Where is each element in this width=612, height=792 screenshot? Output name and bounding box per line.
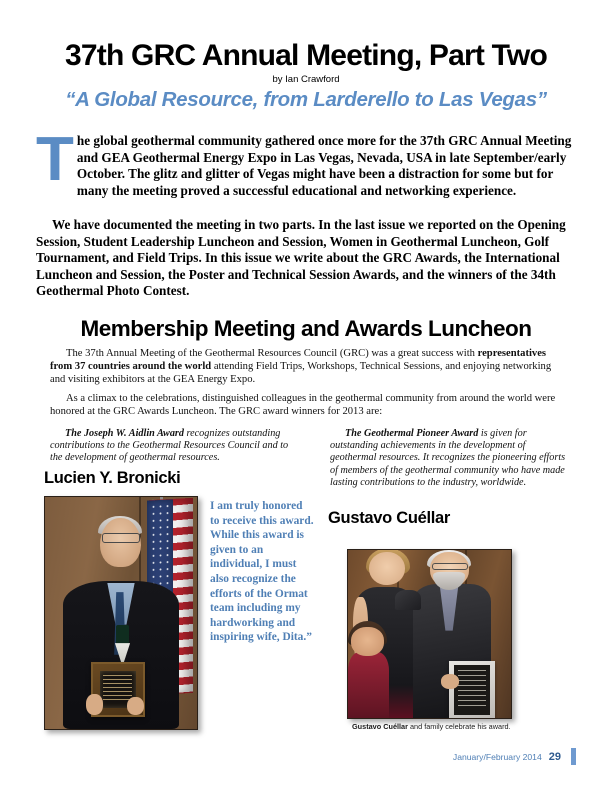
pull-quote-bronicki: I am truly honored to receive this award. While this award is given to an individual, I must also recognize the efforts of the Ormat team including my hardworking and inspiring wife, Dita.” [210, 500, 314, 644]
page-footer [453, 748, 576, 765]
footer-accent-bar [571, 748, 576, 765]
section-paragraph-1-bold: representatives from 37 countries around the world [50, 348, 547, 373]
aidlin-award-name: The Joseph W. Aidlin Award [65, 428, 184, 439]
section-paragraph-1-part2: attending Field Trips, Workshops, Technical Sessions, and enjoying networking and visiting exhibitors at the GEA Energy Expo. [50, 361, 552, 386]
section-heading: Membership Meeting and Awards Luncheon [80, 316, 532, 341]
section-paragraph-2: As a climax to the celebrations, distinguished colleagues in the geothermal community from around the world were honored at the GRC Awards Luncheon. The GRC award winners for 2013 are: [50, 393, 556, 418]
pioneer-award-name: The Geothermal Pioneer Award [345, 428, 479, 439]
photo-caption-cuellar [352, 722, 582, 731]
intro-paragraph [36, 125, 576, 199]
photo-lucien-bronicki [44, 496, 198, 730]
section-paragraph-1-part1: The 37th Annual Meeting of the Geothermal Resources Council (GRC) was a great success with [66, 348, 478, 359]
recipient-name-bronicki: Lucien Y. Bronicki [44, 469, 181, 487]
intro-text: he global geothermal community gathered once more for the 37th GRC Annual Meeting and GEA Geothermal Energy Expo in Las Vegas, Nevada, USA in late September/early October. The glitz and glitter of Vegas might have been a distraction for some but for many the meeting proved a successful educational and networking experience. [76, 133, 572, 198]
second-paragraph: We have documented the meeting in two parts. In the last issue we reported on the Opening Session, Student Leadership Luncheon and Session, Women in Geothermal Luncheon, Golf Tournament, and Field Trips. In this issue we write about the GRC Awards, the International Luncheon and Session, the Poster and Technical Session Awards, and the winners of the 34th Geothermal Photo Contest. [36, 217, 566, 299]
photo-gustavo-cuellar-family [347, 549, 512, 719]
pioneer-award-blurb [330, 428, 573, 489]
section-paragraph-1 [50, 347, 562, 386]
aidlin-award-blurb [50, 428, 293, 465]
drop-cap-letter: T [36, 125, 74, 194]
footer-page-number: 29 [548, 750, 561, 763]
page-title: 37th GRC Annual Meeting, Part Two [65, 39, 547, 72]
subtitle: “A Global Resource, from Larderello to Las Vegas” [65, 88, 547, 111]
aidlin-award-description: recognizes outstanding contributions to the Geothermal Resources Council and to the development of geothermal resources. [50, 428, 289, 464]
caption-name: Gustavo Cuéllar [352, 722, 408, 731]
footer-issue-date: January/February 2014 [452, 751, 542, 762]
recipient-name-cuellar: Gustavo Cuéllar [328, 509, 451, 527]
byline: by Ian Crawford [272, 74, 340, 85]
pioneer-award-description: is given for outstanding achievements in the development of geothermal resources. It recognizes the pioneering efforts of members of the geothermal community who have made lasting contributions to the industry, worldwide. [330, 428, 566, 488]
caption-text: and family celebrate his award. [407, 722, 511, 731]
